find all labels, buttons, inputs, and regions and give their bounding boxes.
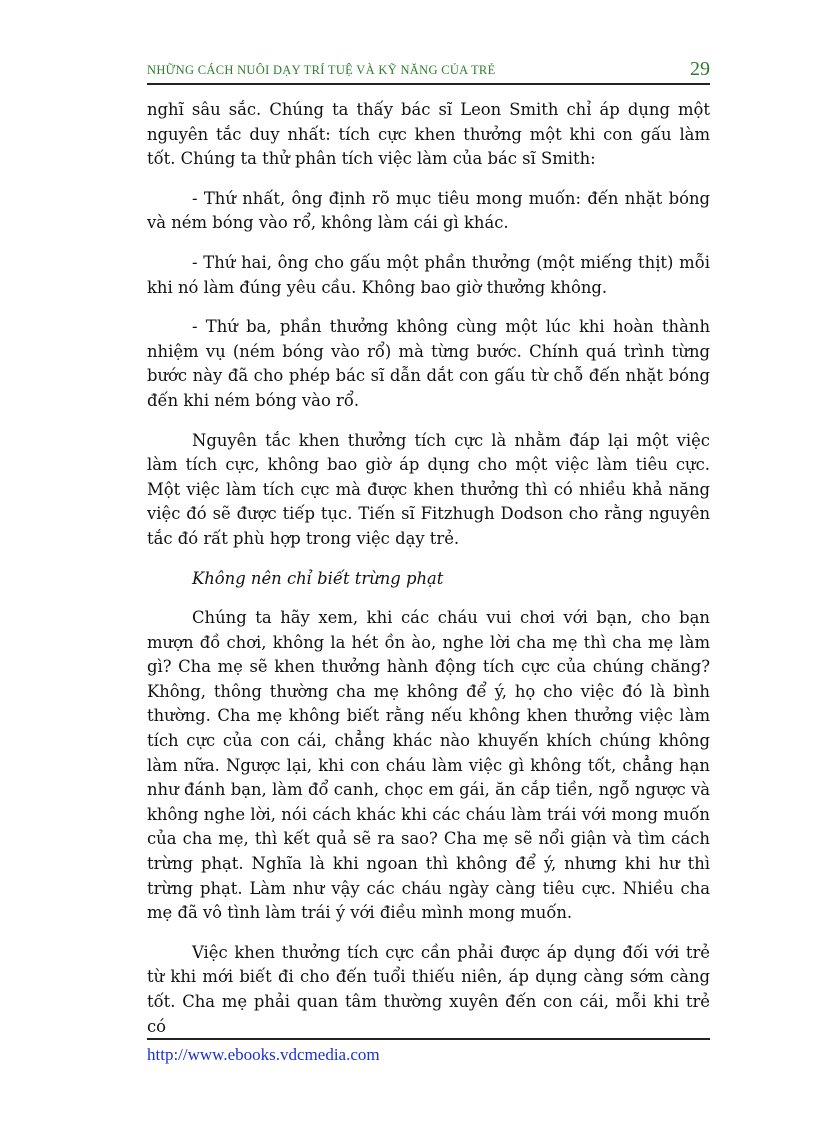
paragraph-2: - Thứ nhất, ông định rõ mục tiêu mong muốn: đến nhặt bóng và ném bóng vào rổ, không làm cái gì khác.	[147, 188, 710, 233]
paragraph-3: - Thứ hai, ông cho gấu một phần thưởng (một miếng thịt) mỗi khi nó làm đúng yêu cầu. Không bao giờ thưởng không.	[147, 252, 710, 297]
section-subheading: Không nên chỉ biết trừng phạt	[192, 568, 444, 588]
page-body	[147, 98, 710, 1054]
paragraph-7: Việc khen thưởng tích cực cần phải được áp dụng đối với trẻ từ khi mới biết đi cho đến tuổi thiếu niên, áp dụng càng sớm càng tốt. Cha mẹ phải quan tâm thường xuyên đến con cái, mỗi khi trẻ có	[147, 942, 710, 1036]
paragraph-5: Nguyên tắc khen thưởng tích cực là nhằm đáp lại một việc làm tích cực, không bao giờ áp dụng cho một việc làm tiêu cực. Một việc làm tích cực mà được khen thưởng thì có nhiều khả năng việc đó sẽ được tiếp tục. Tiến sĩ Fitzhugh Dodson cho rằng nguyên tắc đó rất phù hợp trong việc dạy trẻ.	[147, 430, 710, 548]
footer-divider	[147, 1038, 710, 1040]
paragraph-1: nghĩ sâu sắc. Chúng ta thấy bác sĩ Leon Smith chỉ áp dụng một nguyên tắc duy nhất: tích cực khen thưởng một khi con gấu làm tốt. Chúng ta thử phân tích việc làm của bác sĩ Smith:	[147, 100, 710, 169]
paragraph-4: - Thứ ba, phần thưởng không cùng một lúc khi hoàn thành nhiệm vụ (ném bóng vào rổ) mà từng bước. Chính quá trình từng bước này đã cho phép bác sĩ dẫn dắt con gấu từ chỗ đến nhặt bóng đến khi ném bóng vào rổ.	[147, 317, 710, 410]
paragraph-6: Chúng ta hãy xem, khi các cháu vui chơi với bạn, cho bạn mượn đồ chơi, không la hét ồn ào, nghe lời cha mẹ thì cha mẹ làm gì? Cha mẹ sẽ khen thưởng hành động tích cực của chúng chăng? Không, thông thường cha mẹ không để ý, họ cho việc đó là bình thường. Cha mẹ không biết rằng nếu không khen thưởng việc làm tích cực của con cái, chẳng khác nào khuyến khích chúng không làm nữa. Ngược lại, khi con cháu làm việc gì không tốt, chẳng hạn như đánh bạn, làm đổ canh, chọc em gái, ăn cắp tiền, ngỗ ngược và không nghe lời, nói cách khác khi các cháu làm trái với mong muốn của cha mẹ, thì kết quả sẽ ra sao? Cha mẹ sẽ nổi giận và tìm cách trừng phạt. Nghĩa là khi ngoan thì không để ý, nhưng khi hư thì trừng phạt. Làm như vậy các cháu ngày càng tiêu cực. Nhiều cha mẹ đã vô tình làm trái ý với điều mình mong muốn.	[147, 608, 710, 923]
header-divider	[147, 83, 710, 85]
book-title: NHỮNG CÁCH NUÔI DẠY TRÍ TUỆ VÀ KỸ NĂNG CỦA TRẺ	[147, 63, 496, 77]
page-header	[147, 58, 710, 84]
footer-website-link[interactable]: http://www.ebooks.vdcmedia.com	[147, 1045, 380, 1064]
page-number: 29	[690, 58, 710, 80]
